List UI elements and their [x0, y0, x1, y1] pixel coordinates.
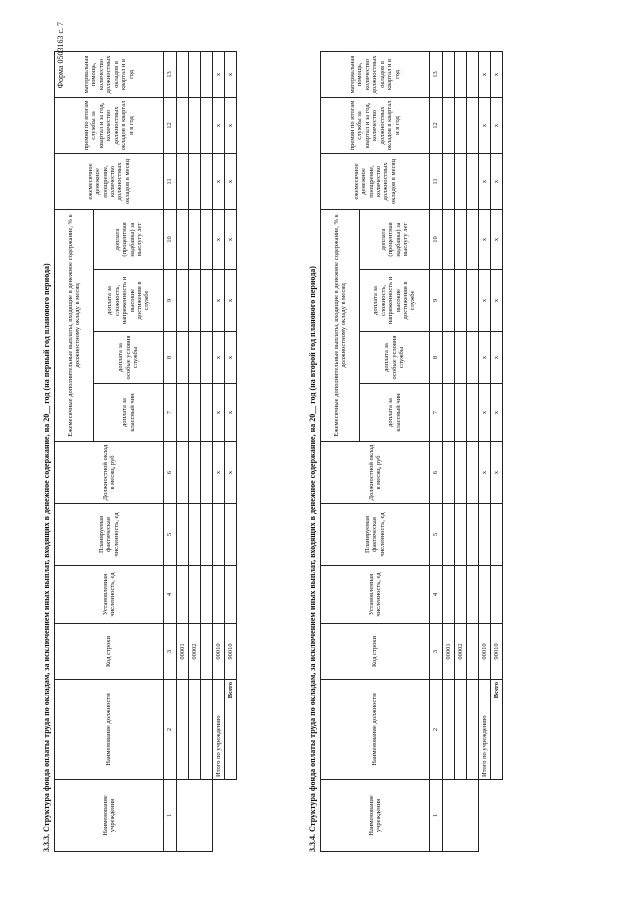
- col-num: 6: [164, 442, 177, 504]
- cell[interactable]: [189, 209, 201, 269]
- col-num: 3: [430, 624, 443, 680]
- cell-institution[interactable]: [177, 780, 213, 852]
- rotated-content: [38, 22, 578, 852]
- cell-code: 90010: [491, 624, 503, 680]
- cell-mark: x: [225, 97, 237, 153]
- cell-mark: x: [225, 209, 237, 269]
- cell-mark: x: [479, 270, 491, 332]
- cell[interactable]: [443, 209, 455, 269]
- cell-mark: x: [479, 384, 491, 442]
- header-institution: Наименование учреждения: [55, 780, 164, 852]
- cell[interactable]: [455, 384, 467, 442]
- form-number: Форма 0503163 с. 7: [56, 22, 65, 89]
- cell[interactable]: [455, 51, 467, 97]
- cell[interactable]: [467, 270, 479, 332]
- header-seniority: доплата (процентная надбавка) за выслугу лет: [94, 209, 164, 269]
- table-row: [455, 51, 467, 851]
- cell[interactable]: [189, 384, 201, 442]
- header-established-count: Установленная численность, ед: [55, 566, 164, 624]
- cell-mark: x: [479, 51, 491, 97]
- cell-mark: x: [491, 332, 503, 384]
- table-row: [177, 51, 189, 851]
- table-row-total-institution: [213, 51, 225, 851]
- header-monthly-group: Ежемесячные дополнительные выплаты, входящие в денежное содержание, % к должностному окладу в месяц: [321, 209, 360, 441]
- cell[interactable]: [455, 332, 467, 384]
- cell-blank: [479, 780, 491, 852]
- cell-position[interactable]: [189, 680, 201, 780]
- cell[interactable]: [443, 384, 455, 442]
- column-numbers-row: [164, 51, 177, 851]
- col-num: 13: [430, 51, 443, 97]
- cell[interactable]: [467, 51, 479, 97]
- header-planned-count: Планируемая фактическая численность, ед: [55, 504, 164, 566]
- cell[interactable]: [479, 566, 491, 624]
- cell-mark: x: [479, 332, 491, 384]
- cell[interactable]: [201, 51, 213, 97]
- cell[interactable]: [189, 153, 201, 209]
- cell[interactable]: [177, 442, 189, 504]
- cell[interactable]: [455, 442, 467, 504]
- column-numbers-row: [430, 51, 443, 851]
- cell[interactable]: [479, 504, 491, 566]
- col-num: 4: [430, 566, 443, 624]
- col-num: 2: [430, 680, 443, 780]
- cell-code: 00001: [177, 624, 189, 680]
- col-num: 12: [430, 97, 443, 153]
- col-num: 9: [430, 270, 443, 332]
- cell-position[interactable]: [177, 680, 189, 780]
- cell-position[interactable]: [455, 680, 467, 780]
- cell[interactable]: [467, 209, 479, 269]
- cell[interactable]: [189, 97, 201, 153]
- cell-mark: x: [213, 51, 225, 97]
- cell-mark: x: [225, 153, 237, 209]
- cell[interactable]: [443, 153, 455, 209]
- cell[interactable]: [201, 566, 213, 624]
- table-row-grand-total: [491, 51, 503, 851]
- header-planned-count: Планируемая фактическая численность, ед: [321, 504, 430, 566]
- cell[interactable]: [455, 97, 467, 153]
- payroll-table: [54, 51, 237, 852]
- header-material-aid: материальная помощь, количество должностных окладов в квартал и в год: [55, 51, 164, 97]
- cell-position: Итого по учреждению: [213, 680, 225, 780]
- cell[interactable]: [201, 209, 213, 269]
- cell[interactable]: [443, 442, 455, 504]
- col-num: 9: [164, 270, 177, 332]
- cell[interactable]: [189, 566, 201, 624]
- cell-mark: x: [479, 153, 491, 209]
- cell[interactable]: [455, 209, 467, 269]
- cell[interactable]: [177, 153, 189, 209]
- header-position: Наименование должности: [55, 680, 164, 780]
- cell-mark: x: [225, 51, 237, 97]
- header-monthly-group: Ежемесячные дополнительные выплаты, входящие в денежное содержание, % к должностному окладу в месяц: [55, 209, 94, 441]
- cell-code: 90010: [225, 624, 237, 680]
- cell[interactable]: [177, 97, 189, 153]
- header-line-code: Код строки: [55, 624, 164, 680]
- cell[interactable]: [177, 209, 189, 269]
- table-row: [201, 51, 213, 851]
- header-quarter-bonus: премии по итогам службы за квартал и за год, количество должностных окладов в квартал и в год: [321, 97, 430, 153]
- cell-mark: x: [213, 332, 225, 384]
- col-num: 5: [430, 504, 443, 566]
- cell-mark: x: [491, 97, 503, 153]
- header-institution: Наименование учреждения: [321, 780, 430, 852]
- cell[interactable]: [491, 566, 503, 624]
- cell-position[interactable]: [467, 680, 479, 780]
- cell-code: [201, 624, 213, 680]
- cell-institution[interactable]: [443, 780, 479, 852]
- section-3-3-3: [42, 52, 237, 852]
- cell-mark: x: [479, 209, 491, 269]
- cell[interactable]: [491, 504, 503, 566]
- cell-mark: x: [225, 270, 237, 332]
- col-num: 3: [164, 624, 177, 680]
- cell-code: 00002: [189, 624, 201, 680]
- cell[interactable]: [225, 504, 237, 566]
- table-row-grand-total: [225, 51, 237, 851]
- cell[interactable]: [189, 51, 201, 97]
- cell-mark: x: [491, 270, 503, 332]
- cell[interactable]: [443, 566, 455, 624]
- cell[interactable]: [467, 384, 479, 442]
- col-num: 12: [164, 97, 177, 153]
- header-seniority: доплата (процентная надбавка) за выслугу лет: [360, 209, 430, 269]
- cell-mark: x: [479, 442, 491, 504]
- cell[interactable]: [467, 442, 479, 504]
- col-num: 2: [164, 680, 177, 780]
- cell[interactable]: [443, 504, 455, 566]
- cell[interactable]: [455, 153, 467, 209]
- cell-mark: x: [213, 270, 225, 332]
- header-class-rank: доплата за классный чин: [94, 384, 164, 442]
- cell-position[interactable]: [201, 680, 213, 780]
- cell[interactable]: [201, 270, 213, 332]
- col-num: 5: [164, 504, 177, 566]
- cell-mark: x: [491, 51, 503, 97]
- section-title: 3.3.4. Структура фонда оплаты труда по окладам, за исключением иных выплат, входящих в денежное содержание, на 20__ год (на второй год планового периода): [308, 266, 317, 852]
- col-num: 8: [164, 332, 177, 384]
- header-salary: Должностной оклад в месяц, руб: [55, 442, 164, 504]
- col-num: 6: [430, 442, 443, 504]
- cell-code: [467, 624, 479, 680]
- cell[interactable]: [201, 504, 213, 566]
- header-quarter-bonus: премии по итогам службы за квартал и за год, количество должностных окладов в квартал и в год: [55, 97, 164, 153]
- cell-mark: x: [225, 384, 237, 442]
- cell-code: 00002: [455, 624, 467, 680]
- payroll-table: [320, 51, 503, 852]
- cell-code: 00001: [443, 624, 455, 680]
- col-num: 11: [430, 153, 443, 209]
- col-num: 10: [164, 209, 177, 269]
- cell[interactable]: [455, 566, 467, 624]
- cell[interactable]: [213, 504, 225, 566]
- col-num: 7: [164, 384, 177, 442]
- cell[interactable]: [467, 566, 479, 624]
- cell-mark: x: [213, 97, 225, 153]
- cell[interactable]: [455, 270, 467, 332]
- cell-mark: x: [491, 442, 503, 504]
- cell[interactable]: [455, 504, 467, 566]
- col-num: 7: [430, 384, 443, 442]
- cell-position[interactable]: [443, 680, 455, 780]
- cell-mark: x: [213, 209, 225, 269]
- cell-code: 00010: [479, 624, 491, 680]
- header-material-aid: материальная помощь, количество должностных окладов в квартал и в год: [321, 51, 430, 97]
- cell[interactable]: [189, 504, 201, 566]
- cell[interactable]: [225, 566, 237, 624]
- table-row: [443, 51, 455, 851]
- cell[interactable]: [189, 332, 201, 384]
- header-special-conditions: доплата за особые условия службы: [94, 332, 164, 384]
- cell[interactable]: [177, 270, 189, 332]
- cell[interactable]: [177, 332, 189, 384]
- header-established-count: Установленная численность, ед: [321, 566, 430, 624]
- cell-mark: x: [213, 384, 225, 442]
- col-num: 1: [164, 780, 177, 852]
- cell[interactable]: [443, 332, 455, 384]
- header-line-code: Код строки: [321, 624, 430, 680]
- header-salary: Должностной оклад в месяц, руб: [321, 442, 430, 504]
- cell[interactable]: [201, 384, 213, 442]
- cell-mark: x: [213, 442, 225, 504]
- header-class-rank: доплата за классный чин: [360, 384, 430, 442]
- table-row-total-institution: [479, 51, 491, 851]
- cell-mark: x: [491, 153, 503, 209]
- cell-mark: x: [213, 153, 225, 209]
- col-num: 1: [430, 780, 443, 852]
- header-monthly-bonus: ежемесячное денежное поощрение, количество должностных окладов в месяц: [55, 153, 164, 209]
- cell-code: 00010: [213, 624, 225, 680]
- cell[interactable]: [189, 442, 201, 504]
- cell-mark: x: [225, 332, 237, 384]
- cell[interactable]: [201, 442, 213, 504]
- cell[interactable]: [467, 332, 479, 384]
- cell-mark: x: [491, 209, 503, 269]
- cell-position: Всего: [491, 680, 503, 780]
- col-num: 13: [164, 51, 177, 97]
- cell-position: Итого по учреждению: [479, 680, 491, 780]
- header-position: Наименование должности: [321, 680, 430, 780]
- header-special-conditions: доплата за особые условия службы: [360, 332, 430, 384]
- cell[interactable]: [177, 504, 189, 566]
- cell[interactable]: [467, 97, 479, 153]
- cell-mark: x: [479, 97, 491, 153]
- col-num: 11: [164, 153, 177, 209]
- cell[interactable]: [443, 97, 455, 153]
- cell[interactable]: [467, 504, 479, 566]
- cell-mark: x: [491, 384, 503, 442]
- cell-mark: x: [225, 442, 237, 504]
- cell[interactable]: [467, 153, 479, 209]
- cell[interactable]: [177, 384, 189, 442]
- table-row: [189, 51, 201, 851]
- cell[interactable]: [177, 566, 189, 624]
- cell[interactable]: [201, 332, 213, 384]
- cell-blank: [225, 780, 237, 852]
- cell[interactable]: [443, 51, 455, 97]
- cell-blank: [491, 780, 503, 852]
- cell[interactable]: [213, 566, 225, 624]
- cell[interactable]: [201, 97, 213, 153]
- cell[interactable]: [189, 270, 201, 332]
- col-num: 8: [430, 332, 443, 384]
- section-3-3-4: [308, 52, 503, 852]
- col-num: 4: [164, 566, 177, 624]
- cell-blank: [213, 780, 225, 852]
- header-complexity: доплата за сложность, напряженность и высокие достижения в службе: [360, 270, 430, 332]
- section-title: 3.3.3. Структура фонда оплаты труда по окладам, за исключением иных выплат, входящих в денежное содержание, на 20__ год (на первый год планового периода): [42, 263, 51, 852]
- cell[interactable]: [201, 153, 213, 209]
- col-num: 10: [430, 209, 443, 269]
- cell[interactable]: [443, 270, 455, 332]
- header-complexity: доплата за сложность, напряженность и высокие достижения в службе: [94, 270, 164, 332]
- header-monthly-bonus: ежемесячное денежное поощрение, количество должностных окладов в месяц: [321, 153, 430, 209]
- cell-position: Всего: [225, 680, 237, 780]
- table-row: [467, 51, 479, 851]
- cell[interactable]: [177, 51, 189, 97]
